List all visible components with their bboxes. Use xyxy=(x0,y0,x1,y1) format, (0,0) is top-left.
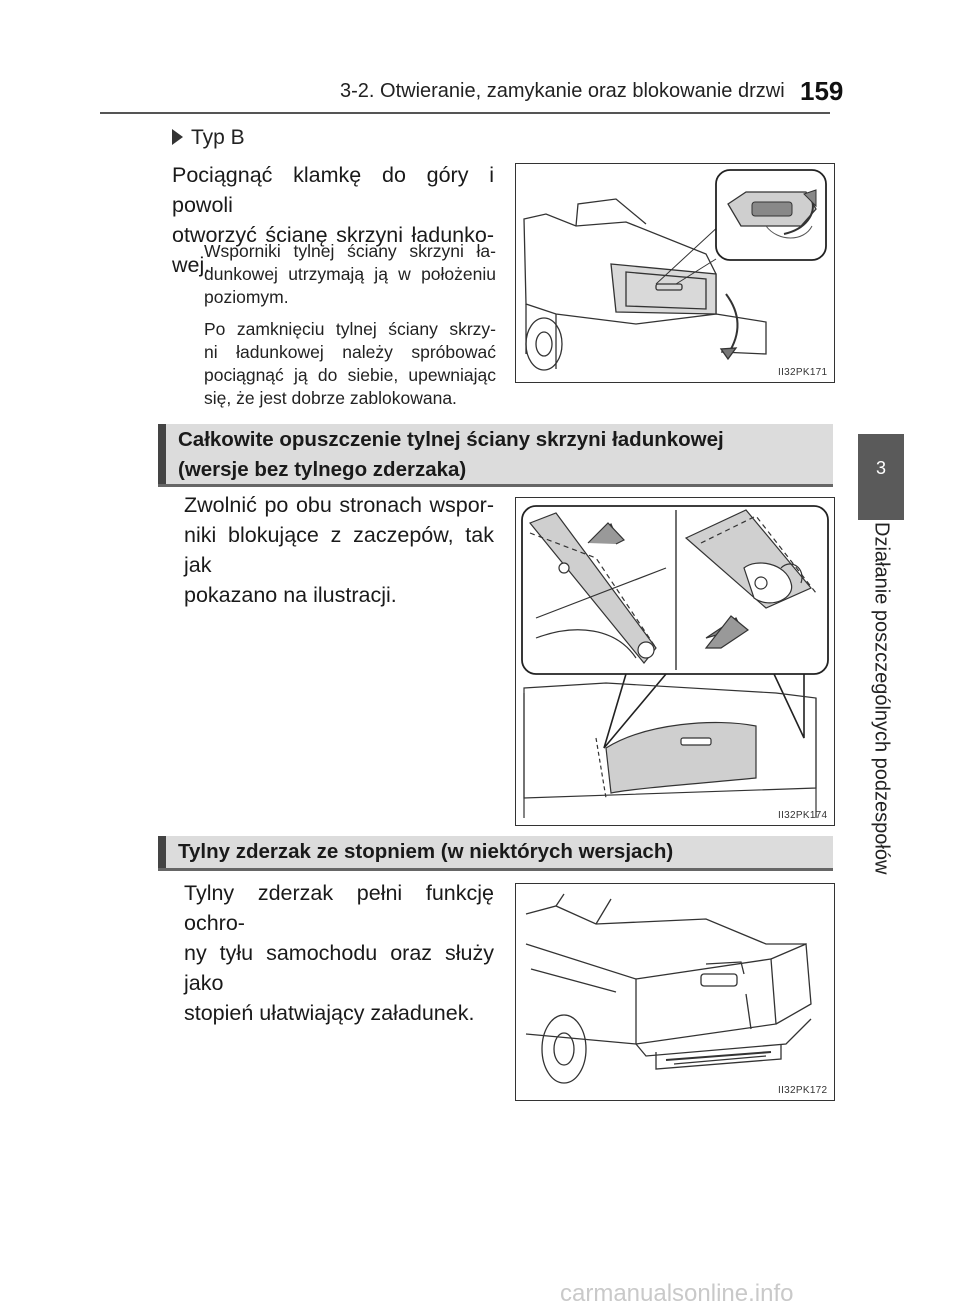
bumper-illustration xyxy=(516,884,834,1100)
figure-code: II32PK171 xyxy=(778,367,828,378)
type-label: Typ B xyxy=(191,126,245,149)
release-paragraph xyxy=(184,490,494,610)
paragraph-line: pokazano na ilustracji. xyxy=(184,583,397,607)
paragraph-line: ny tyłu samochodu oraz służy jako xyxy=(184,941,494,995)
note-paragraph-1 xyxy=(204,240,496,309)
paragraph-line: Tylny zderzak pełni funkcję ochro- xyxy=(184,881,494,935)
instruction-line: Pociągnąć klamkę do góry i powoli xyxy=(172,163,494,217)
chapter-number: 3 xyxy=(875,458,886,478)
type-bullet xyxy=(172,126,245,150)
banner-accent-bar xyxy=(158,836,166,868)
note-line: ni ładunkowej należy spróbować xyxy=(204,342,496,362)
header-rule xyxy=(100,112,830,114)
banner-accent-bar xyxy=(158,424,166,484)
bumper-paragraph xyxy=(184,878,494,1028)
figure-code: II32PK174 xyxy=(778,810,828,821)
note-line: Wsporniki tylnej ściany skrzyni ła- xyxy=(204,241,496,261)
chapter-label-wrap xyxy=(858,522,904,875)
chapter-title: Działanie poszczególnych podzespołów xyxy=(870,522,893,875)
section-heading-banner xyxy=(158,424,833,487)
note-line: pociągnąć ją do siebie, upewniając xyxy=(204,365,496,385)
paragraph-line: stopień ułatwiający załadunek. xyxy=(184,1001,475,1025)
tailgate-illustration xyxy=(516,164,834,382)
heading-line: Całkowite opuszczenie tylnej ściany skrzyni ładunkowej xyxy=(178,428,724,451)
paragraph-line: niki blokujące z zaczepów, tak jak xyxy=(184,523,494,577)
section-heading: Tylny zderzak ze stopniem (w niektórych wersjach) xyxy=(178,840,674,863)
note-line: Po zamknięciu tylnej ściany skrzy- xyxy=(204,319,496,339)
note-line: poziomym. xyxy=(204,287,289,307)
instruction-line: wej. xyxy=(172,253,211,277)
instruction-line: otworzyć ścianę skrzyni ładunko- xyxy=(172,223,494,247)
note-line: się, że jest dobrze zablokowana. xyxy=(204,388,457,408)
page-number: 159 xyxy=(800,76,844,106)
supports-illustration xyxy=(516,498,834,825)
section-heading xyxy=(178,425,818,485)
watermark: carmanualsonline.info xyxy=(560,1280,794,1307)
figure-code: II32PK172 xyxy=(778,1085,828,1096)
note-paragraph-2 xyxy=(204,318,496,410)
heading-line: (wersje bez tylnego zderzaka) xyxy=(178,458,467,481)
triangle-bullet-icon xyxy=(172,129,183,145)
section-heading-banner xyxy=(158,836,833,871)
running-header-title: 3-2. Otwieranie, zamykanie oraz blokowanie drzwi xyxy=(340,80,785,102)
figure-release-supports xyxy=(515,497,835,826)
figure-rear-bumper xyxy=(515,883,835,1101)
paragraph-line: Zwolnić po obu stronach wspor- xyxy=(184,493,494,517)
note-line: dunkowej utrzymają ją w położeniu xyxy=(204,264,496,284)
figure-tailgate-open xyxy=(515,163,835,383)
